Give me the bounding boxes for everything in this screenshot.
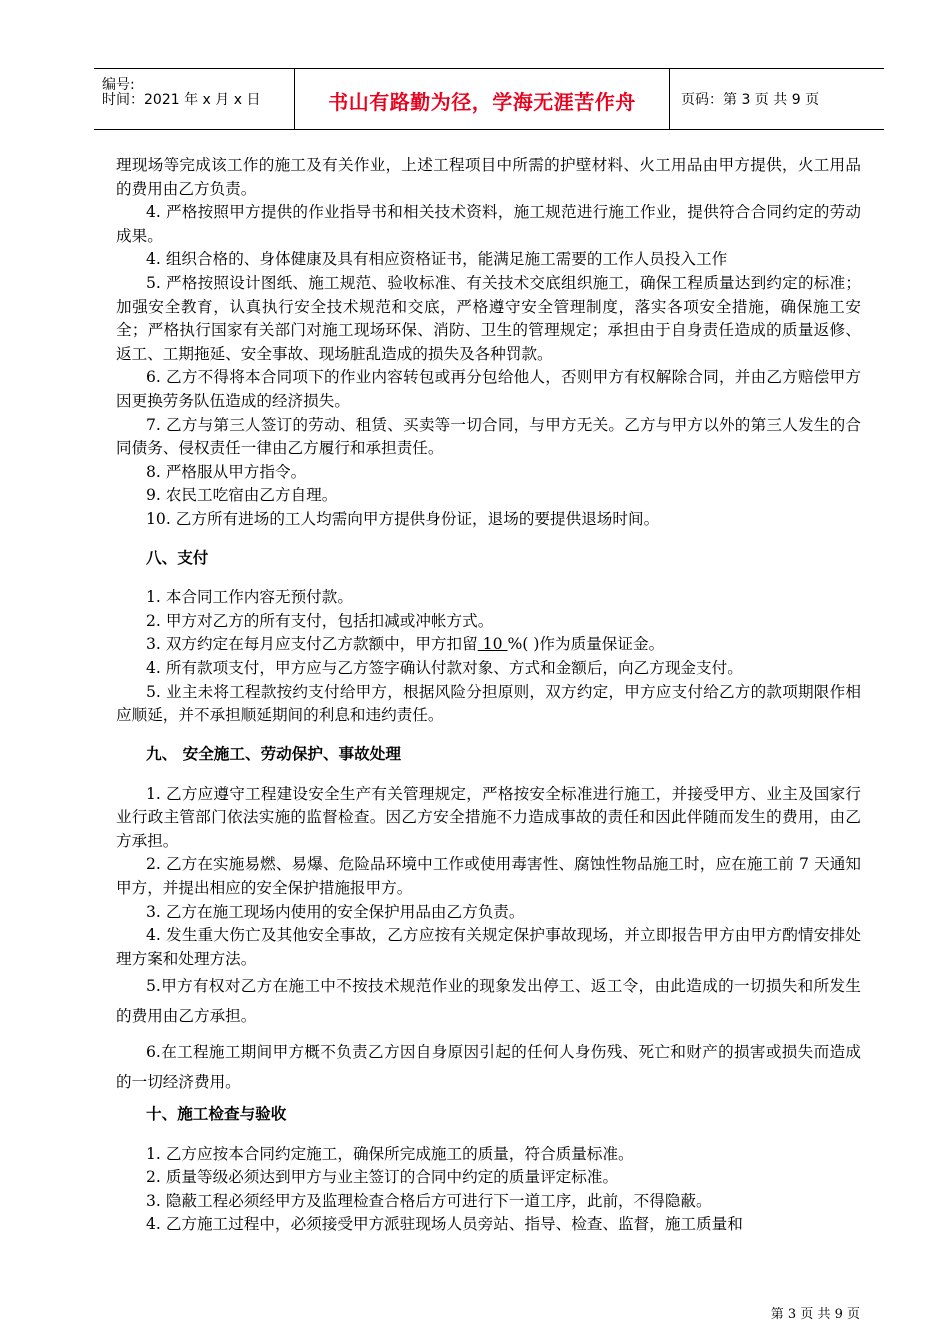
doc-code-label: 编号: [102, 77, 135, 93]
paragraph: 6. 乙方不得将本合同项下的作业内容转包或再分包给他人，否则甲方有权解除合同，并由乙方赔偿甲方因更换劳务队伍造成的经济损失。 [116, 368, 861, 410]
paragraph: 6.在工程施工期间甲方概不负责乙方因自身原因引起的任何人身伤残、死亡和财产的损害或损失而造成的一切经济费用。 [116, 1043, 861, 1092]
paragraph: 4. 严格按照甲方提供的作业指导书和相关技术资料，施工规范进行施工作业，提供符合合同约定的劳动成果。 [116, 203, 861, 245]
paragraph: 3. 乙方在施工现场内使用的安全保护用品由乙方负责。 [146, 902, 525, 921]
header-meta-cell [94, 69, 295, 129]
section-heading: 八、支付 [146, 549, 209, 568]
retention-percent: 10 [477, 635, 508, 654]
paragraph: 4. 发生重大伤亡及其他安全事故，乙方应按有关规定保护事故现场，并立即报告甲方由甲方酌情安排处理方案和处理方法。 [116, 926, 861, 968]
paragraph: 5.甲方有权对乙方在施工中不按技术规范作业的现象发出停工、返工令，由此造成的一切损失和所发生的费用由乙方承担。 [116, 977, 861, 1026]
paragraph: 3. 隐蔽工程必须经甲方及监理检查合格后方可进行下一道工序，此前，不得隐蔽。 [146, 1191, 712, 1210]
paragraph: 8. 严格服从甲方指令。 [146, 462, 307, 481]
paragraph: 理现场等完成该工作的施工及有关作业，上述工程项目中所需的护壁材料、火工用品由甲方提供，火工用品的费用由乙方负责。 [116, 156, 861, 198]
paragraph: 4. 乙方施工过程中，必须接受甲方派驻现场人员旁站、指导、检查、监督，施工质量和 [146, 1215, 743, 1234]
paragraph: 1. 乙方应按本合同约定施工，确保所完成施工的质量，符合质量标准。 [146, 1144, 634, 1163]
page-header [94, 68, 884, 130]
section-heading: 九、 安全施工、劳动保护、事故处理 [146, 745, 401, 764]
doc-time-label: 时间：2021 年 x 月 x 日 [102, 92, 261, 108]
paragraph: 10. 乙方所有进场的工人均需向甲方提供身份证，退场的要提供退场时间。 [146, 509, 660, 528]
paragraph: 4. 组织合格的、身体健康及具有相应资格证书，能满足施工需要的工作人员投入工作 [146, 250, 728, 269]
paragraph: 1. 本合同工作内容无预付款。 [146, 588, 353, 607]
paragraph: 2. 质量等级必须达到甲方与业主签订的合同中约定的质量评定标准。 [146, 1168, 619, 1187]
paragraph: 2. 乙方在实施易燃、易爆、危险品环境中工作或使用毒害性、腐蚀性物品施工时，应在施工前 7 天通知甲方，并提出相应的安全保护措施报甲方。 [116, 855, 861, 897]
section-heading: 十、施工检查与验收 [146, 1105, 287, 1124]
paragraph: 9. 农民工吃宿由乙方自理。 [146, 486, 338, 505]
paragraph-text: %( )作为质量保证金。 [507, 635, 665, 654]
header-page-number: 页码：第 3 页 共 9 页 [681, 92, 820, 108]
document-body [116, 154, 861, 1237]
paragraph: 2. 甲方对乙方的所有支付，包括扣减或冲帐方式。 [146, 611, 494, 630]
paragraph: 1. 乙方应遵守工程建设安全生产有关管理规定，严格按安全标准进行施工，并接受甲方、业主及国家行业行政主管部门依法实施的监督检查。因乙方安全措施不力造成事故的责任和因此伴随而发生的费用，由乙方承担。 [116, 784, 861, 850]
header-page-cell [671, 69, 884, 129]
paragraph: 7. 乙方与第三人签订的劳动、租赁、买卖等一切合同，与甲方无关。乙方与甲方以外的第三人发生的合同债务、侵权责任一律由乙方履行和承担责任。 [116, 415, 861, 458]
page-footer: 第 3 页 共 9 页 [770, 1307, 860, 1322]
paragraph: 4. 所有款项支付，甲方应与乙方签字确认付款对象、方式和金额后，向乙方现金支付。 [146, 659, 743, 678]
paragraph: 5. 业主未将工程款按约支付给甲方，根据风险分担原则，双方约定，甲方应支付给乙方的款项期限作相应顺延，并不承担顺延期间的利息和违约责任。 [116, 682, 861, 725]
paragraph: 5. 严格按照设计图纸、施工规范、验收标准、有关技术交底组织施工，确保工程质量达到约定的标准；加强安全教育，认真执行安全技术规范和交底，严格遵守安全管理制度，落实各项安全措施，确保施工安全；严格执行国家有关部门对施工现场环保、消防、卫生的管理规定；承担由于自身责任造成的质量返修、返工、工期拖延、安全事故、现场脏乱造成的损失及各种罚款。 [116, 273, 861, 363]
header-motto-cell [295, 69, 670, 129]
header-motto: 书山有路勤为径，学海无涯苦作舟 [328, 90, 636, 114]
paragraph-text: 3. 双方约定在每月应支付乙方款额中，甲方扣留 [146, 635, 478, 654]
paragraph [116, 633, 861, 657]
